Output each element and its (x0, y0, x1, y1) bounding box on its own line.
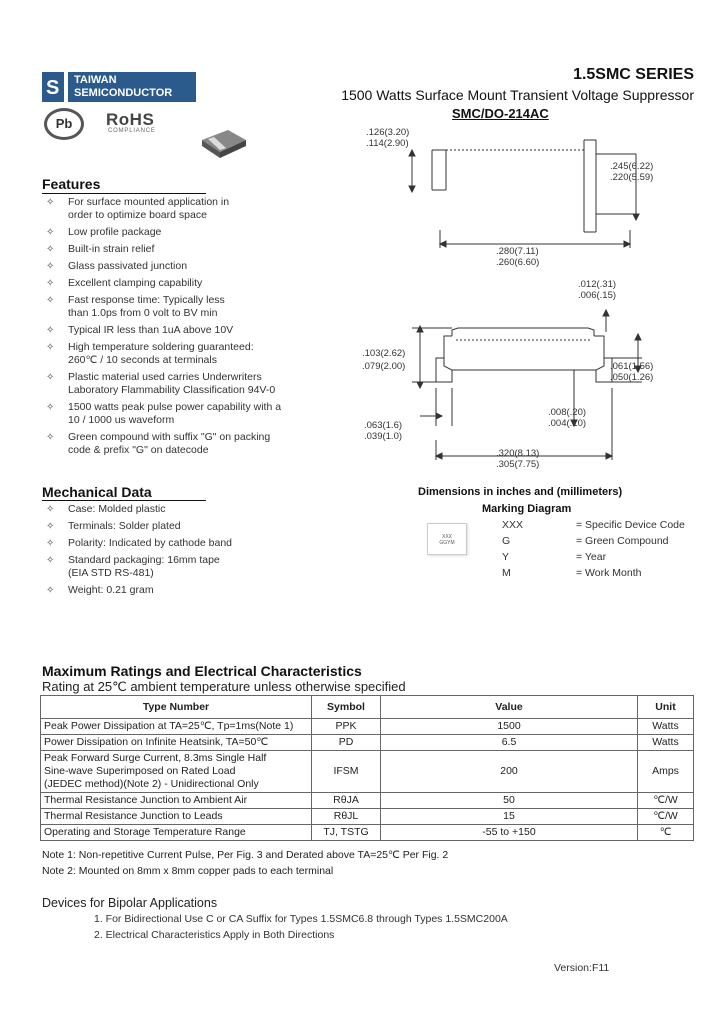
cell-type: Power Dissipation on Infinite Heatsink, TA=50℃ (41, 735, 312, 751)
svg-text:S: S (46, 77, 60, 99)
cell-value: 1500 (381, 719, 638, 735)
cell-symbol: RθJL (312, 809, 381, 825)
cell-symbol: RθJA (312, 793, 381, 809)
mechanical-item (42, 554, 302, 580)
pb-free-badge: Pb (44, 108, 84, 140)
dim-label: .220(5.59) (610, 172, 654, 183)
feature-item (42, 294, 292, 320)
cell-value: 200 (381, 751, 638, 793)
feature-item-text: Laboratory Flammability Classification 94V-0 (68, 384, 276, 396)
features-list (42, 196, 292, 461)
marking-code: XXX (502, 519, 524, 531)
feature-item (42, 401, 292, 427)
rohs-compliance-label: COMPLIANCE (108, 128, 156, 134)
ratings-table (40, 695, 694, 841)
feature-item-text: Excellent clamping capability (68, 277, 203, 289)
bullet-icon: ✧ (46, 295, 55, 306)
feature-item (42, 324, 292, 337)
cell-type: Thermal Resistance Junction to Leads (41, 809, 312, 825)
table-row (41, 825, 694, 841)
dim-label: .103(2.62) (362, 348, 406, 359)
dim-label: .079(2.00) (362, 361, 406, 372)
feature-item-text: Glass passivated junction (68, 260, 188, 272)
feature-item-text: order to optimize board space (68, 209, 207, 221)
mechanical-item-text: (EIA STD RS-481) (68, 567, 154, 579)
bipolar-line-2: 2. Electrical Characteristics Apply in Both Directions (94, 929, 335, 941)
bullet-icon: ✧ (46, 555, 55, 566)
note-1: Note 1: Non-repetitive Current Pulse, Per Fig. 3 and Derated above TA=25℃ Per Fig. 2 (42, 849, 449, 861)
rohs-logo: RoHS (106, 110, 155, 129)
feature-item-text: 10 / 1000 us waveform (68, 414, 175, 426)
bullet-icon: ✧ (46, 521, 55, 532)
bullet-icon: ✧ (46, 325, 55, 336)
feature-item-text: Typical IR less than 1uA above 10V (68, 324, 234, 336)
features-title: Features (42, 176, 101, 192)
dimensions-caption: Dimensions in inches and (millimeters) (418, 486, 623, 498)
mechanical-item (42, 537, 302, 550)
table-row (41, 809, 694, 825)
feature-item-text: High temperature soldering guaranteed: (68, 341, 254, 353)
bullet-icon: ✧ (46, 432, 55, 443)
cell-value: 50 (381, 793, 638, 809)
cell-value: -55 to +150 (381, 825, 638, 841)
package-name: SMC/DO-214AC (452, 106, 549, 121)
mechanical-item-text: Case: Molded plastic (68, 503, 166, 515)
col-header-unit: Unit (638, 696, 694, 719)
cell-symbol: PPK (312, 719, 381, 735)
ratings-title: Maximum Ratings and Electrical Characteristics (42, 663, 362, 679)
cell-unit: ℃/W (638, 809, 694, 825)
bullet-icon: ✧ (46, 538, 55, 549)
dim-label: .061(1.56) (610, 361, 654, 372)
marking-desc: = Specific Device Code (576, 519, 685, 531)
mechanical-underline (42, 500, 206, 501)
feature-item-text: than 1.0ps from 0 volt to BV min (68, 307, 218, 319)
cell-unit: Watts (638, 735, 694, 751)
dim-label: .305(7.75) (496, 459, 540, 470)
dim-label: .039(1.0) (364, 431, 403, 442)
company-logo-text (68, 72, 196, 102)
bullet-icon: ✧ (46, 342, 55, 353)
cell-unit: ℃/W (638, 793, 694, 809)
bipolar-title: Devices for Bipolar Applications (42, 896, 218, 910)
feature-item-text: For surface mounted application in (68, 196, 230, 208)
mechanical-item (42, 520, 302, 533)
dim-label: .245(6.22) (610, 161, 654, 172)
feature-item-text: code & prefix "G" on datecode (68, 444, 209, 456)
feature-item (42, 260, 292, 273)
bullet-icon: ✧ (46, 278, 55, 289)
cell-type: Operating and Storage Temperature Range (41, 825, 312, 841)
chip-line-2: GGYM (439, 540, 455, 546)
mechanical-item (42, 584, 302, 597)
table-row (41, 719, 694, 735)
chip-line-1: XXX (441, 534, 452, 540)
feature-item (42, 431, 292, 457)
dim-label: .126(3.20) (366, 127, 410, 138)
dim-label: .114(2.90) (366, 138, 409, 149)
table-row (41, 751, 694, 793)
note-2: Note 2: Mounted on 8mm x 8mm copper pads to each terminal (42, 865, 334, 877)
mechanical-title: Mechanical Data (42, 484, 152, 500)
feature-item (42, 341, 292, 367)
marking-code: G (502, 535, 511, 547)
col-header-value: Value (381, 696, 638, 719)
cell-type: Thermal Resistance Junction to Ambient Air (41, 793, 312, 809)
table-row (41, 793, 694, 809)
feature-item-text: 260℃ / 10 seconds at terminals (68, 354, 217, 366)
page-subtitle: 1500 Watts Surface Mount Transient Voltage Suppressor (341, 87, 694, 103)
feature-item (42, 196, 292, 222)
col-header-symbol: Symbol (312, 696, 381, 719)
mechanical-item-text: Terminals: Solder plated (68, 520, 181, 532)
dim-label: .008(.20) (548, 407, 587, 418)
table-header-row (41, 696, 694, 719)
feature-item-text: Low profile package (68, 226, 162, 238)
feature-item (42, 371, 292, 397)
logo-line-1: TAIWAN (74, 74, 117, 86)
bullet-icon: ✧ (46, 372, 55, 383)
dim-label: .050(1.26) (610, 372, 654, 383)
bullet-icon: ✧ (46, 261, 55, 272)
dim-label: .260(6.60) (496, 257, 540, 268)
feature-item-text: Fast response time: Typically less (68, 294, 225, 306)
feature-item (42, 226, 292, 239)
page-title: 1.5SMC SERIES (573, 66, 694, 83)
bullet-icon: ✧ (46, 504, 55, 515)
feature-item-text: Green compound with suffix "G" on packing (68, 431, 271, 443)
marking-chip (427, 523, 467, 555)
dim-label: .320(8.13) (496, 448, 540, 459)
ratings-subtitle: Rating at 25℃ ambient temperature unless otherwise specified (42, 679, 406, 694)
company-logo-icon (42, 72, 64, 102)
bullet-icon: ✧ (46, 197, 55, 208)
cell-type: Peak Power Dissipation at TA=25℃, Tp=1ms(Note 1) (41, 719, 312, 735)
cell-unit: ℃ (638, 825, 694, 841)
package-photo (198, 126, 250, 165)
marking-desc: = Year (576, 551, 607, 563)
cell-symbol: TJ, TSTG (312, 825, 381, 841)
table-row (41, 735, 694, 751)
cell-value: 15 (381, 809, 638, 825)
mechanical-item-text: Polarity: Indicated by cathode band (68, 537, 233, 549)
cell-unit: Amps (638, 751, 694, 793)
dim-label: .063(1.6) (364, 420, 403, 431)
marking-code: M (502, 567, 511, 579)
mechanical-item-text: Standard packaging: 16mm tape (68, 554, 220, 566)
bullet-icon: ✧ (46, 402, 55, 413)
feature-item (42, 277, 292, 290)
mechanical-item-text: Weight: 0.21 gram (68, 584, 154, 596)
cell-type: Peak Forward Surge Current, 8.3ms Single Half Sine-wave Superimposed on Rated Load (JEDEC method)(Note 2) - Unidirectional Only (41, 751, 312, 793)
logo-line-2: SEMICONDUCTOR (74, 87, 173, 99)
bipolar-line-1: 1. For Bidirectional Use C or CA Suffix for Types 1.5SMC6.8 through Types 1.5SMC200A (94, 913, 508, 925)
feature-item-text: Built-in strain relief (68, 243, 155, 255)
marking-code: Y (502, 551, 510, 563)
feature-item (42, 243, 292, 256)
cell-unit: Watts (638, 719, 694, 735)
cell-symbol: PD (312, 735, 381, 751)
dim-label: .004(.10) (548, 418, 587, 429)
bullet-icon: ✧ (46, 227, 55, 238)
features-underline (42, 193, 206, 194)
dim-label: .280(7.11) (496, 246, 539, 257)
marking-desc: = Green Compound (576, 535, 669, 547)
col-header-type: Type Number (41, 696, 312, 719)
dim-label: .006(.15) (578, 290, 617, 301)
bullet-icon: ✧ (46, 244, 55, 255)
mechanical-list (42, 503, 302, 601)
marking-desc: = Work Month (576, 567, 642, 579)
cell-value: 6.5 (381, 735, 638, 751)
bullet-icon: ✧ (46, 585, 55, 596)
feature-item-text: Plastic material used carries Underwriters (68, 371, 262, 383)
mechanical-item (42, 503, 302, 516)
dim-label: .012(.31) (578, 279, 617, 290)
feature-item-text: 1500 watts peak pulse power capability with a (68, 401, 282, 413)
marking-title: Marking Diagram (482, 503, 572, 515)
cell-symbol: IFSM (312, 751, 381, 793)
version-label: Version:F11 (554, 962, 610, 974)
